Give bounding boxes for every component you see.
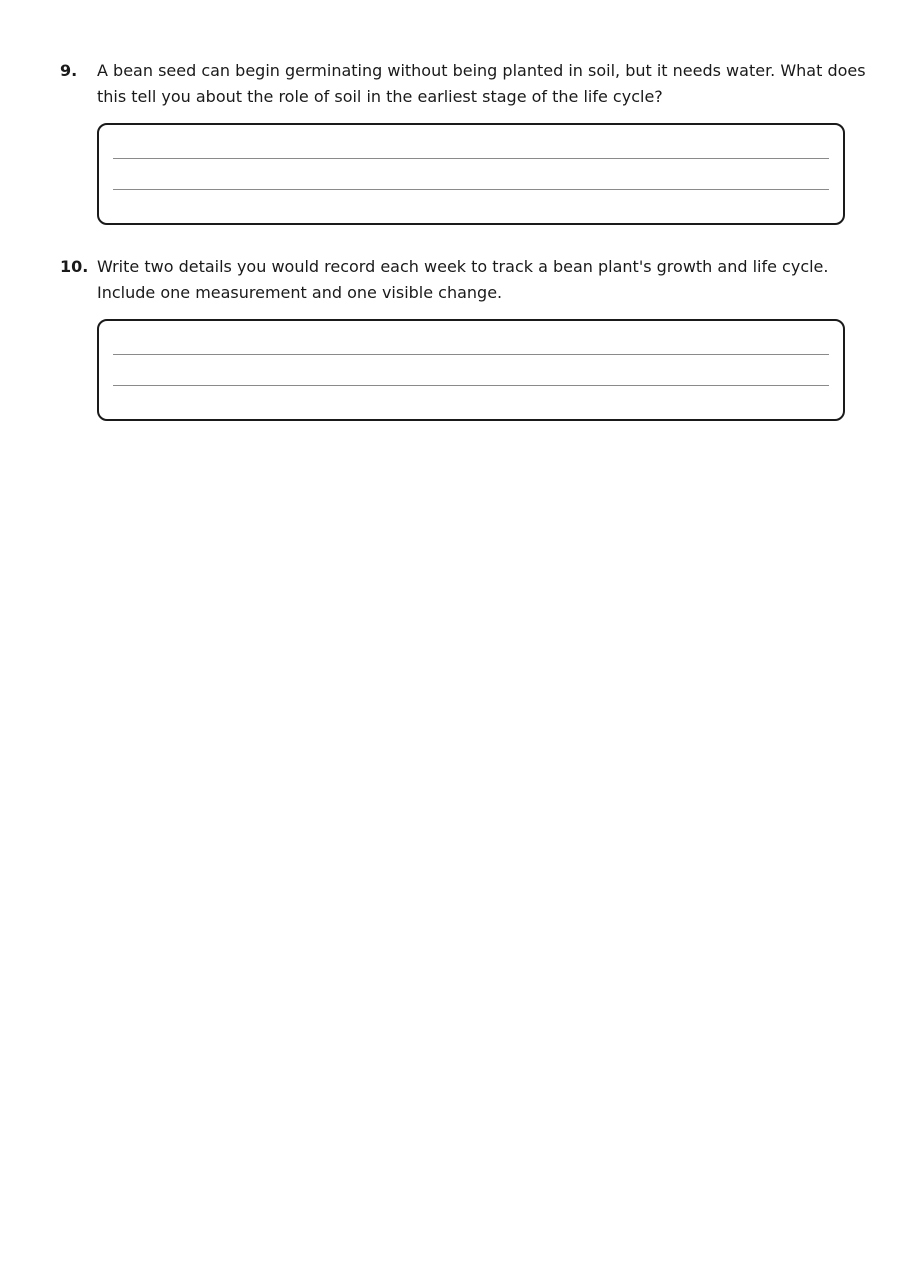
question-text [97,58,866,110]
question-number: 10. [60,257,89,276]
answer-line [113,158,829,159]
question-text-line: A bean seed can begin germinating without being planted in soil, but it needs water. What does [97,61,866,80]
question-number: 9. [60,61,78,80]
answer-line [113,189,829,190]
answer-line [113,385,829,386]
question-text-line: Write two details you would record each week to track a bean plant's growth and life cycle. [97,257,829,276]
question-text [97,254,847,306]
answer-box[interactable] [97,319,845,421]
question-text-line: Include one measurement and one visible change. [97,283,503,302]
question-text-line: this tell you about the role of soil in the earliest stage of the life cycle? [97,87,663,106]
answer-line [113,354,829,355]
answer-box[interactable] [97,123,845,225]
